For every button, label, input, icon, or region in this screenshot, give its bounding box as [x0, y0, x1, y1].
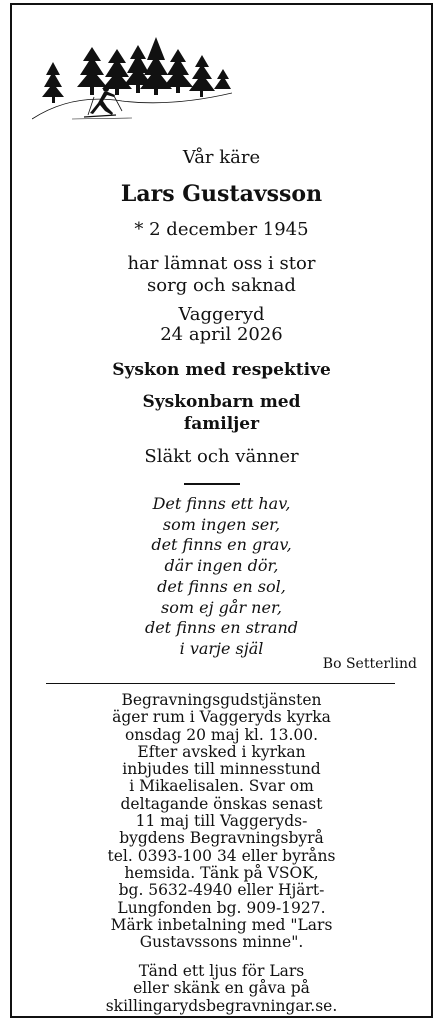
info-line: inbjudes till minnesstund	[122, 760, 321, 779]
info-line: Lungfonden bg. 909-1927.	[117, 898, 326, 917]
message: har lämnat oss i stor sorg och saknad	[127, 253, 316, 296]
info-line: i Mikaelisalen. Svar om	[129, 777, 314, 796]
info-line: Efter avsked i kyrkan	[137, 742, 306, 761]
info-line: bg. 5632-4940 eller Hjärt-	[118, 881, 325, 900]
light-line: skillingaryds​begravningar.se.	[105, 996, 338, 1015]
info-line: hemsida. Tänk på VSOK,	[124, 863, 319, 882]
poem-line: som ingen ser,	[162, 514, 281, 534]
divider-short	[184, 483, 240, 485]
family-relatives-friends: Släkt och vänner	[144, 446, 299, 467]
funeral-info	[12, 692, 431, 951]
divider-long	[46, 683, 395, 684]
birth-date: * 2 december 1945	[134, 219, 309, 240]
poem-line: det finns en strand	[144, 618, 299, 638]
info-line: äger rum i Vaggeryds kyrka	[112, 708, 331, 727]
poem-line: det finns en grav,	[151, 535, 292, 555]
info-line: Gustavssons minne".	[139, 933, 304, 952]
deceased-name: Lars Gustavsson	[120, 181, 323, 207]
poem-author: Bo Setterlind	[322, 656, 417, 672]
memorial-candle-info	[12, 963, 431, 1015]
poem	[12, 494, 431, 660]
skier-in-forest-icon	[32, 27, 232, 127]
info-line: bygdens Begravningsbyrå	[119, 829, 324, 848]
poem-line: det finns en sol,	[157, 576, 286, 596]
info-line: Begravningsgudstjänsten	[121, 691, 322, 709]
info-line: 11 maj till Vaggeryds-	[135, 812, 308, 831]
intro-text: Vår käre	[182, 147, 261, 168]
place-and-date: Vaggeryd 24 april 2026	[160, 304, 283, 345]
obituary-notice	[10, 3, 433, 1018]
poem-line: som ej går ner,	[161, 597, 282, 617]
family-siblings: Syskon med respektive	[112, 360, 331, 380]
light-line: Tänd ett ljus för Lars	[138, 962, 305, 980]
family-nieces-nephews: Syskonbarn med familjer	[142, 392, 301, 434]
info-line: onsdag 20 maj kl. 13.00.	[124, 725, 319, 744]
light-line: eller skänk en gåva på	[133, 979, 310, 998]
poem-line: Det finns ett hav,	[152, 494, 291, 513]
info-line: tel. 0393-100 34 eller byråns	[107, 846, 336, 865]
info-line: Märk inbetalning med "Lars	[110, 915, 333, 934]
info-line: deltagande önskas senast	[120, 794, 323, 813]
poem-line: där ingen dör,	[164, 556, 279, 576]
poem-line: i varje själ	[179, 638, 264, 658]
